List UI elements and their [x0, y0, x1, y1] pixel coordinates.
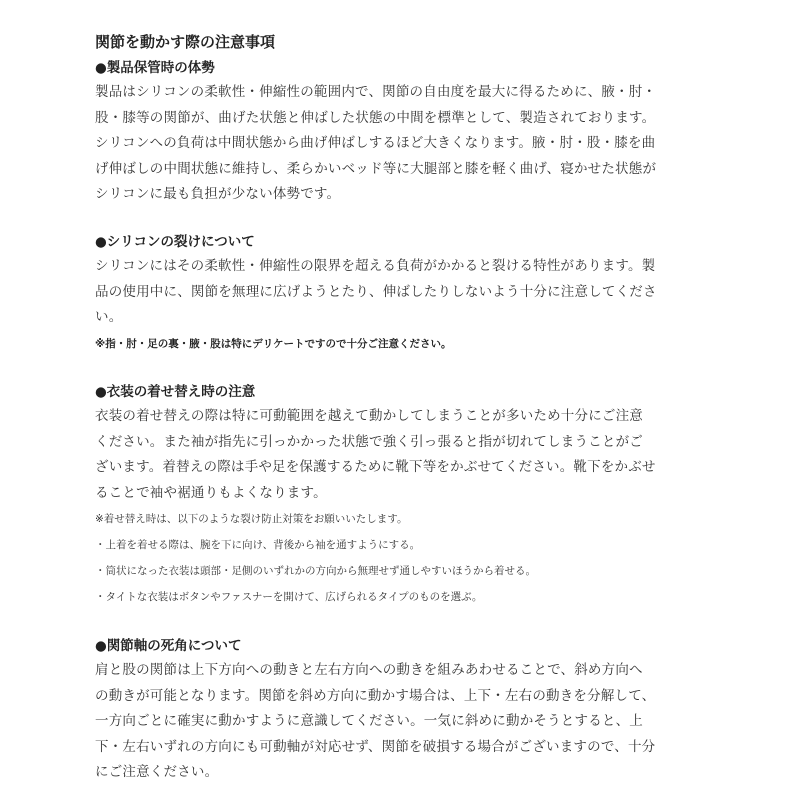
section-costume-change: [95, 382, 707, 610]
caution-note: ※指・肘・足の裏・腋・股は特にデリケートですので十分ご注意ください。: [95, 337, 452, 350]
page-title: 関節を動かす際の注意事項: [95, 33, 276, 51]
section-joint-blind-spot: [95, 636, 707, 786]
section-heading: ●製品保管時の体勢: [95, 60, 215, 76]
body-line: にご注意ください。: [95, 764, 219, 780]
section-silicone-tears: [95, 232, 707, 357]
body-line: 製品はシリコンの柔軟性・伸縮性の範囲内で、関節の自由度を最大に得るために、腋・肘・: [95, 84, 657, 100]
body-line: 下・左右いずれの方向にも可動軸が対応せず、関節を破損する場合がございますので、十分: [95, 738, 656, 755]
body-line: 肩と股の関節は上下方向への動きと左右方向への動きを組みあわせることで、斜め方向へ: [95, 662, 643, 678]
body-line: シリコンに最も負担が少ない体勢です。: [95, 186, 341, 202]
body-line: 一方向ごとに確実に動かすように意識してください。一気に斜めに動かそうとすると、上: [95, 713, 643, 729]
body-line: ください。また袖が指先に引っかかった状態で強く引っ張ると指が切れてしまうことがご: [95, 433, 643, 450]
list-item: ・タイトな衣装はボタンやファスナーを開けて、広げられるタイプのものを選ぶ。: [95, 591, 483, 603]
section-storage-posture: [95, 58, 707, 208]
body-line: 衣装の着せ替えの際は特に可動範囲を越えて動かしてしまうことが多いため十分にご注意: [95, 408, 643, 424]
document: [95, 32, 707, 780]
section-heading: ●シリコンの裂けについて: [95, 234, 255, 250]
body-line: い。: [95, 309, 123, 325]
list-item: ・上着を着せる際は、腕を下に向け、背後から袖を通すようにする。: [95, 539, 421, 551]
list-item: ・筒状になった衣装は頭部・足側のいずれかの方向から無理せず通しやすいほうから着せる。: [95, 565, 536, 577]
body-line: ることで袖や裾通りもよくなります。: [95, 484, 327, 501]
caution-note: ※着せ替え時は、以下のような裂け防止対策をお願いいたします。: [95, 513, 408, 525]
body-line: 品の使用中に、関節を無理に広げようとたり、伸ばしたりしないよう十分に注意してくださ: [95, 283, 657, 300]
body-line: ざいます。着替えの際は手や足を保護するために靴下等をかぶせてください。靴下をかぶせ: [95, 459, 656, 475]
section-heading: ●関節軸の死角について: [95, 638, 242, 654]
body-line: 股・膝等の関節が、曲げた状態と伸ばした状態の中間を標準として、製造されております。: [95, 109, 656, 126]
body-line: シリコンへの負荷は中間状態から曲げ伸ばしするほど大きくなります。腋・肘・股・膝を曲: [95, 135, 656, 151]
section-heading: ●衣装の着せ替え時の注意: [95, 384, 256, 400]
body-line: げ伸ばしの中間状態に維持し、柔らかいベッド等に大腿部と膝を軽く曲げ、寝かせた状態が: [95, 160, 657, 177]
body-line: シリコンにはその柔軟性・伸縮性の限界を超える負荷がかかると裂ける特性があります。製: [95, 258, 656, 274]
body-line: の動きが可能となります。関節を斜め方向に動かす場合は、上下・左右の動きを分解して、: [95, 687, 656, 704]
